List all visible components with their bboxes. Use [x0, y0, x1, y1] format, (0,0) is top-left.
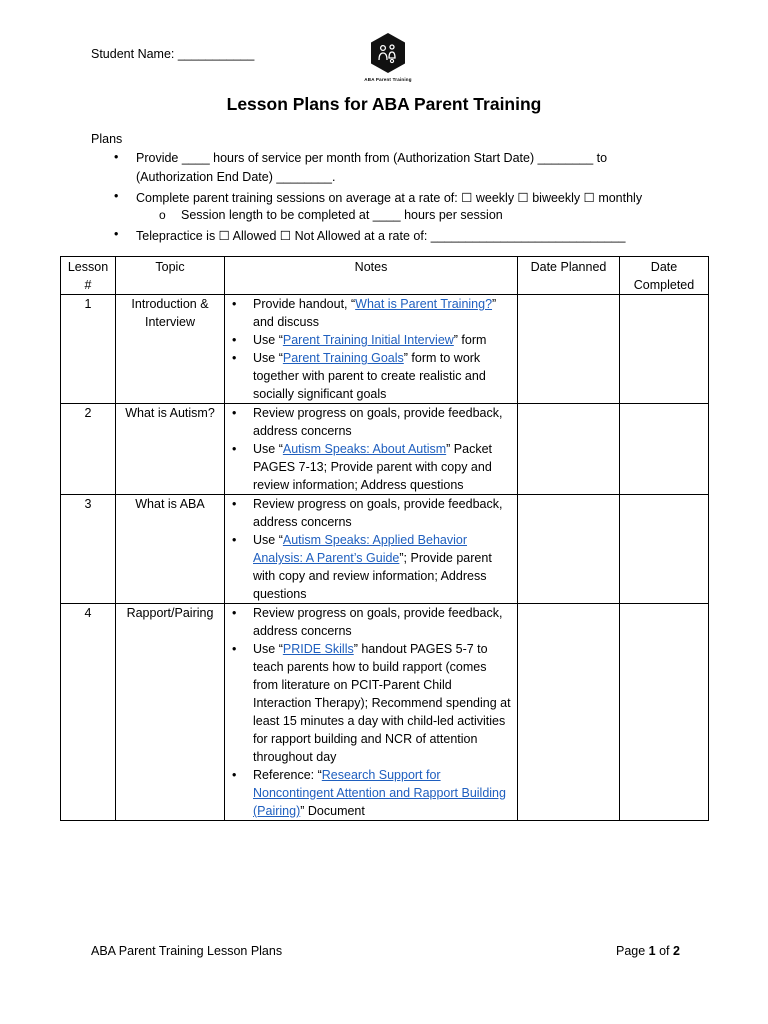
note-text: Use “: [253, 442, 283, 456]
header-date-planned: Date Planned: [518, 257, 620, 295]
note-text: ” Packet PAGES 7-13; Provide parent with copy and review information; Address questions: [253, 442, 493, 492]
sub-bullet-marker: o: [159, 208, 166, 222]
lesson-plan-table: [60, 256, 709, 821]
notes-cell: [225, 404, 518, 495]
table-row: [61, 495, 709, 604]
lesson-number-cell: 3: [61, 495, 116, 604]
bullet-marker: •: [114, 189, 119, 203]
note-text: Use “: [253, 642, 283, 656]
note-text: ”; Provide parent with copy and review information; Address questions: [253, 551, 492, 601]
note-text: Review progress on goals, provide feedback, address concerns: [253, 497, 503, 529]
header-date-completed: Date Completed: [620, 257, 709, 295]
note-item: [253, 604, 513, 640]
page-title: Lesson Plans for ABA Parent Training: [226, 94, 542, 114]
table-row: [61, 295, 709, 404]
plan-telepractice-line: Telepractice is ☐ Allowed ☐ Not Allowed at a rate of: ____________________________: [136, 229, 626, 243]
bullet-marker: •: [114, 150, 119, 164]
header-notes: Notes: [225, 257, 518, 295]
note-item: [253, 349, 513, 403]
note-text: Use “: [253, 351, 283, 365]
page-number: Page 1 of 2: [616, 944, 680, 958]
date-planned-cell[interactable]: [518, 604, 620, 821]
note-text: ” handout PAGES 5-7 to teach parents how to build rapport (comes from literature on PCIT-Parent Child Interaction Therapy); Recommend spending at least 15 minutes a day with child-led activities for rapport building and NCR of attention throughout day: [253, 642, 511, 764]
plans-heading: Plans: [91, 132, 123, 146]
note-text: ” and discuss: [253, 297, 497, 329]
date-completed-cell[interactable]: [620, 295, 709, 404]
table-row: [61, 604, 709, 821]
note-item: [253, 440, 513, 494]
topic-cell: What is Autism?: [116, 404, 225, 495]
note-text: ” Document: [300, 804, 365, 818]
resource-link[interactable]: What is Parent Training?: [355, 297, 493, 311]
note-text: Reference: “: [253, 768, 322, 782]
notes-cell: [225, 495, 518, 604]
notes-cell: [225, 295, 518, 404]
student-name-label: Student Name: ___________: [91, 47, 255, 61]
notes-list: [229, 495, 513, 603]
aba-logo: [353, 32, 423, 82]
note-item: [253, 295, 513, 331]
header-topic: Topic: [116, 257, 225, 295]
logo-icon: [368, 32, 408, 74]
resource-link[interactable]: PRIDE Skills: [282, 642, 354, 656]
notes-list: [229, 295, 513, 403]
resource-link[interactable]: Autism Speaks: About Autism: [282, 442, 447, 456]
topic-cell: What is ABA: [116, 495, 225, 604]
bullet-marker: •: [114, 227, 119, 241]
resource-link[interactable]: Parent Training Goals: [282, 351, 404, 365]
lesson-number-cell: 2: [61, 404, 116, 495]
date-completed-cell[interactable]: [620, 404, 709, 495]
notes-cell: [225, 604, 518, 821]
plan-rate-line: Complete parent training sessions on average at a rate of: ☐ weekly ☐ biweekly ☐ monthly: [136, 191, 643, 205]
note-text: Use “: [253, 333, 283, 347]
topic-cell: Introduction & Interview: [116, 295, 225, 404]
table-body: [61, 295, 709, 821]
note-text: ” form to work together with parent to create realistic and socially significant goals: [253, 351, 486, 401]
lesson-number-cell: 4: [61, 604, 116, 821]
plan-session-length-line: Session length to be completed at ____ hours per session: [181, 208, 503, 222]
note-item: [253, 404, 513, 440]
notes-list: [229, 604, 513, 820]
plan-hours-line-cont: (Authorization End Date) ________.: [136, 170, 336, 184]
header-lesson-number: Lesson #: [61, 257, 116, 295]
note-item: [253, 495, 513, 531]
note-text: ” form: [453, 333, 487, 347]
note-text: Review progress on goals, provide feedback, address concerns: [253, 406, 503, 438]
date-planned-cell[interactable]: [518, 495, 620, 604]
note-text: Provide handout, “: [253, 297, 356, 311]
topic-cell: Rapport/Pairing: [116, 604, 225, 821]
note-item: [253, 331, 513, 349]
date-planned-cell[interactable]: [518, 404, 620, 495]
note-item: [253, 766, 513, 820]
date-planned-cell[interactable]: [518, 295, 620, 404]
note-item: [253, 531, 513, 603]
table-header-row: [61, 257, 709, 295]
note-text: Review progress on goals, provide feedback, address concerns: [253, 606, 503, 638]
notes-list: [229, 404, 513, 494]
date-completed-cell[interactable]: [620, 495, 709, 604]
note-item: [253, 640, 513, 766]
table-row: [61, 404, 709, 495]
logo-caption: ABA Parent Training: [364, 77, 412, 82]
lesson-number-cell: 1: [61, 295, 116, 404]
resource-link[interactable]: Research Support for Noncontingent Attention and Rapport Building (Pairing): [253, 768, 506, 818]
resource-link[interactable]: Autism Speaks: Applied Behavior Analysis: A Parent’s Guide: [253, 533, 468, 565]
date-completed-cell[interactable]: [620, 604, 709, 821]
note-text: Use “: [253, 533, 283, 547]
resource-link[interactable]: Parent Training Initial Interview: [282, 333, 454, 347]
footer-title: ABA Parent Training Lesson Plans: [91, 944, 283, 958]
plan-hours-line: Provide ____ hours of service per month from (Authorization Start Date) ________ to: [136, 151, 608, 165]
